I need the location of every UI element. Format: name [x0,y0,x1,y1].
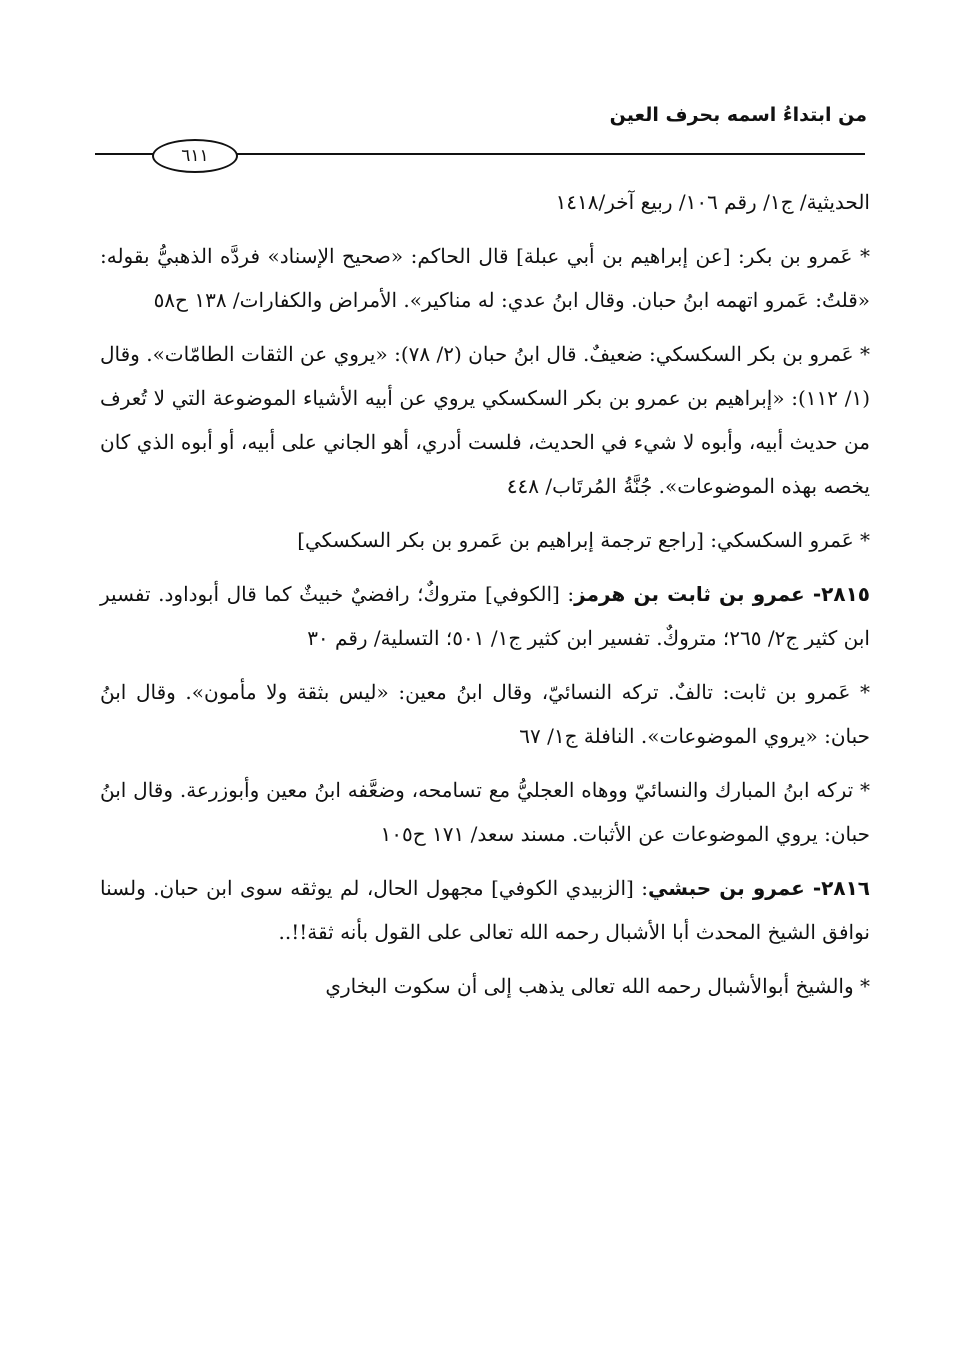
running-head: من ابتداءُ اسمه بحرف العين [609,104,867,126]
paragraph: * والشيخ أبوالأشبال رحمه الله تعالى يذهب إلى أن سكوت البخاري [325,974,870,998]
body-text [100,180,870,1018]
paragraph: * عَمرو بن بكر السكسكي: ضعيفٌ. قال ابنُ حبان (٢/ ٧٨): «يروي عن الثقات الطامّات». وقال (١/ ١١٢): «إبراهيم بن عمرو بن بكر السكسكي يروي عن أبيه الأشياء الموضوعة التي لا تُعرف من حديث أبيه، وأبوه لا شيء في الحديث، فلست أدري، أهو الجاني على أبيه، أو أبوه الذي كان يخصه بهذه الموضوعات». جُنَّةُ المُرتَاب/ ٤٤٨ [100,342,870,498]
paragraph: * تركه ابنُ المبارك والنسائيّ ووهاه العجليُّ مع تسامحه، وضعَّفه ابنُ معين وأبوزرعة. وقال ابنُ حبان: يروي الموضوعات عن الأثبات. مسند سعد/ ١٧١ ح١٠٥ [100,778,870,846]
paragraph: * عَمرو بن بكر: [عن إبراهيم بن أبي عبلة] قال الحاكم: «صحيح الإسناد» فردَّه الذهبيُّ بقوله: «قلتُ: عَمرو اتهمه ابنُ حبان. وقال ابنُ عدي: له مناكير». الأمراض والكفارات/ ١٣٨ ح٥٨ [100,244,870,312]
paragraph: * عَمرو بن ثابت: تالفٌ. تركه النسائيّ، وقال ابنُ معين: «ليس بثقة ولا مأمون». وقال ابنُ حبان: «يروي الموضوعات». النافلة ج١/ ٦٧ [100,680,870,748]
entry-heading: ٢٨١٥- عمرو بن ثابت بن هرمز [574,582,870,606]
paragraph: * عَمرو السكسكي: [راجع ترجمة إبراهيم بن عَمرو بن بكر السكسكي] [297,528,870,552]
entry: ٢٨١٦- عمرو بن حبشي: [الزبيدي الكوفي] مجهول الحال، لم يوثقه سوى ابن حبان. ولسنا نوافق الشيخ المحدث أبا الأشبال رحمه الله تعالى على القول بأنه ثقة!!.. [100,876,870,944]
entry-heading: ٢٨١٦- عمرو بن حبشي [648,876,870,900]
entry: ٢٨١٥- عمرو بن ثابت بن هرمز: [الكوفي] متروكٌ؛ رافضيٌ خبيثٌ كما قال أبوداود. تفسير ابن كثير ج٢/ ٢٦٥؛ متروكٌ. تفسير ابن كثير ج١/ ٥٠١؛ التسلية/ رقم ٣٠ [100,582,870,650]
paragraph: الحديثية/ ج١/ رقم ١٠٦/ ربيع آخر/١٤١٨ [555,190,870,214]
page-number: ٦١١ [152,139,238,173]
